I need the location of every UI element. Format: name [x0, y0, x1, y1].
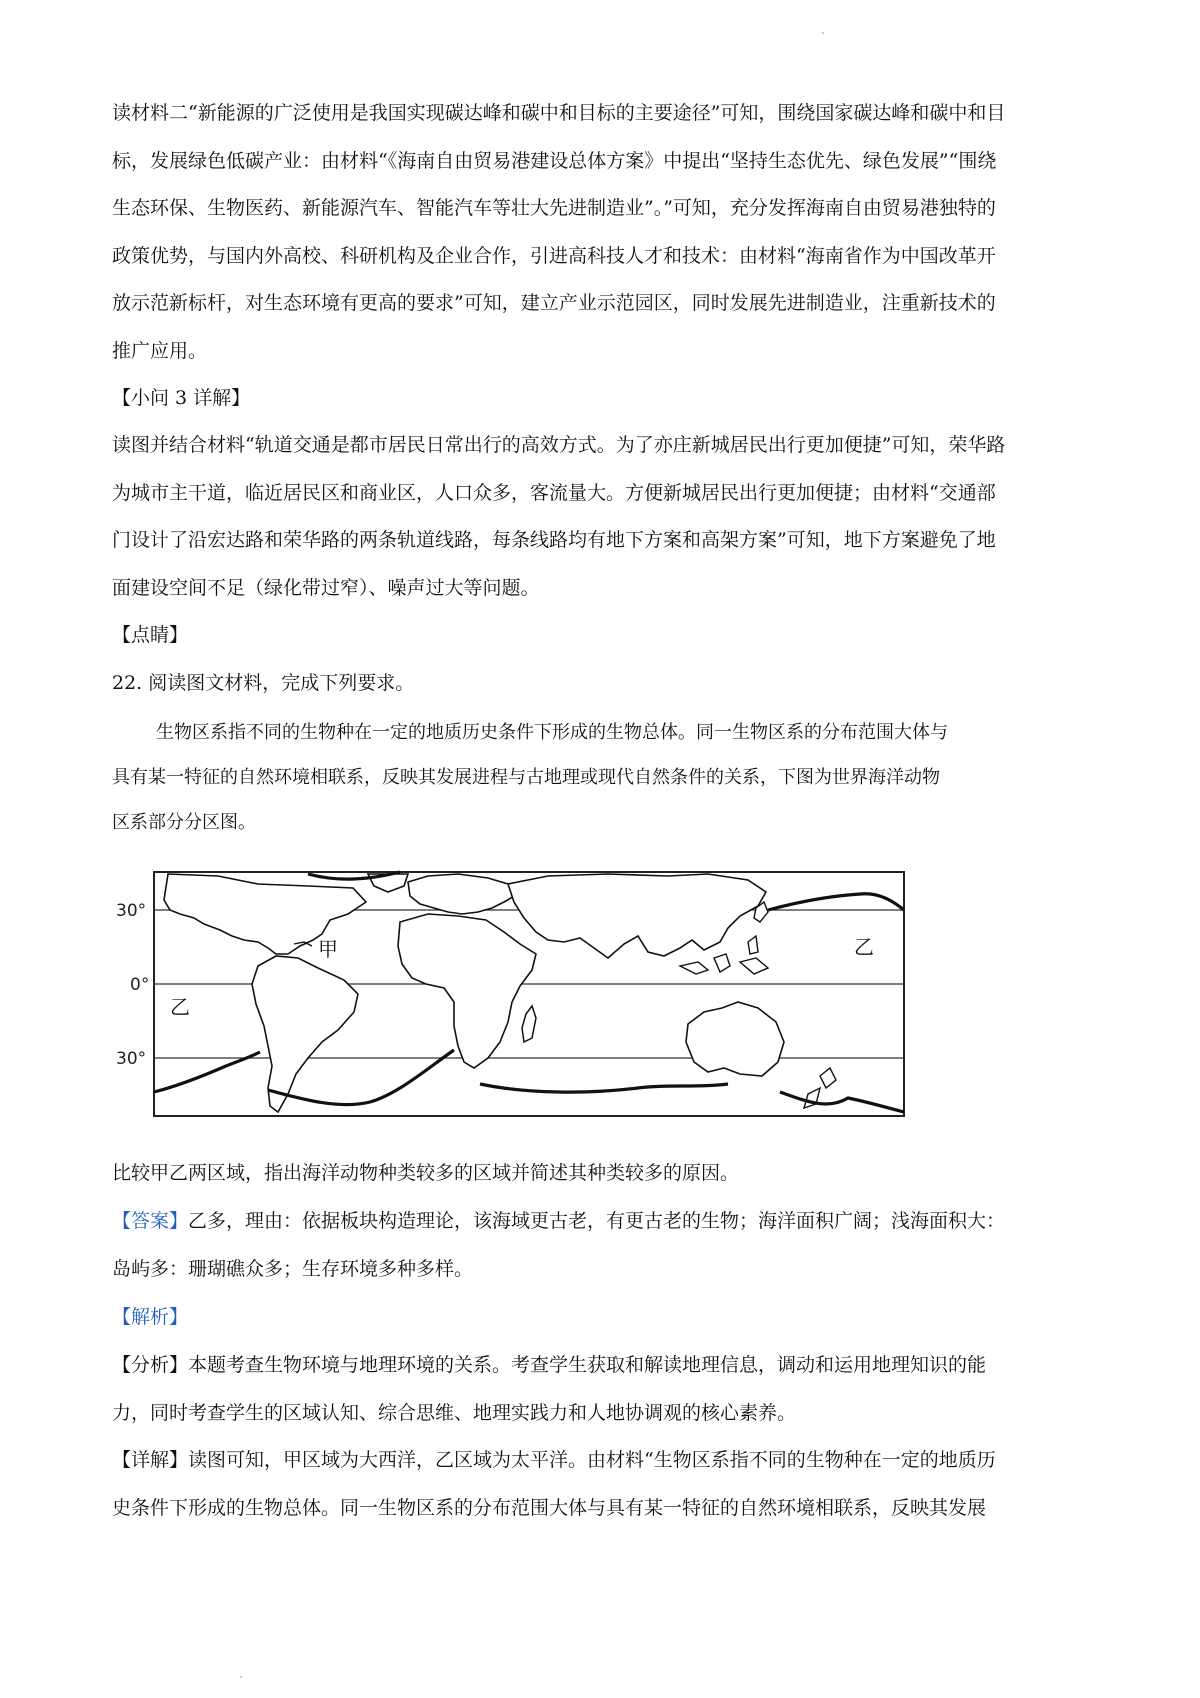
marine-fauna-region-map — [108, 862, 908, 1124]
text-line: 读图并结合材料“轨道交通是都市居民日常出行的高效方式。为了亦庄新城居民出行更加便捷”可知，荣华路 — [112, 434, 1006, 456]
scan-speck — [822, 32, 824, 34]
text-line: 标，发展绿色低碳产业：由材料“《海南自由贸易港建设总体方案》中提出“坚持生态优先、绿色发展”“围绕 — [112, 149, 997, 172]
answer-text-line: 乙多，理由：依据板块构造理论，该海域更古老，有更古老的生物；海洋面积广阔；浅海面积大： — [188, 1210, 1006, 1232]
text-line: 区系部分分区图。 — [112, 812, 256, 833]
text-line: 推广应用。 — [112, 339, 208, 362]
region-label-jia: 甲 — [318, 937, 338, 961]
answer-text-line: 岛屿多：珊瑚礁众多；生存环境多种多样。 — [112, 1257, 474, 1280]
lat-label-30n: 30° — [116, 901, 147, 921]
fenxi-block — [112, 1342, 1102, 1437]
map-svg — [108, 862, 908, 1124]
answer-block — [112, 1198, 1102, 1293]
lat-label-0: 0° — [130, 975, 150, 995]
dianjing-heading: 【点睛】 — [112, 624, 189, 646]
region-label-yi-west: 乙 — [170, 995, 190, 1019]
fenxi-label: 【分析】 — [112, 1354, 189, 1376]
paragraph-material-two-analysis — [112, 90, 1102, 375]
text-line: 为城市主干道，临近居民区和商业区，人口众多，客流量大。方便新城居民出行更加便捷；由材料“交通部 — [112, 481, 996, 504]
xiangjie-label: 【详解】 — [112, 1449, 189, 1471]
xiangjie-block — [112, 1437, 1102, 1532]
lat-label-30s: 30° — [116, 1049, 147, 1069]
text-line: 政策优势，与国内外高校、科研机构及企业合作，引进高科技人才和技术：由材料“海南省作为中国改革开 — [112, 244, 996, 267]
question-22-material — [112, 710, 1102, 845]
region-label-yi-east: 乙 — [854, 935, 874, 959]
question-22-prompt: 比较甲乙两区域，指出海洋动物种类较多的区域并简述其种类较多的原因。 — [112, 1162, 740, 1184]
analysis-label: 【解析】 — [112, 1306, 189, 1328]
xiangjie-text-line: 读图可知，甲区域为大西洋，乙区域为太平洋。由材料“生物区系指不同的生物种在一定的地质历 — [188, 1449, 996, 1471]
text-line: 放示范新标杆，对生态环境有更高的要求”可知，建立产业示范园区，同时发展先进制造业，注重新技术的 — [112, 292, 996, 314]
text-line: 具有某一特征的自然环境相联系，反映其发展进程与古地理或现代自然条件的关系，下图为世界海洋动物 — [112, 767, 940, 788]
fenxi-text-line: 力，同时考查学生的区域认知、综合思维、地理实践力和人地协调观的核心素养。 — [112, 1401, 797, 1424]
fenxi-text-line: 本题考查生物环境与地理环境的关系。考查学生获取和解读地理信息，调动和运用地理知识的能 — [188, 1354, 987, 1376]
text-line: 门设计了沿宏达路和荣华路的两条轨道线路，每条线路均有地下方案和高架方案”可知，地下方案避免了地 — [112, 529, 996, 551]
text-line: 读材料二“新能源的广泛使用是我国实现碳达峰和碳中和目标的主要途径”可知，围绕国家碳达峰和碳中和目 — [112, 102, 1006, 124]
question-22-title: 22. 阅读图文材料，完成下列要求。 — [112, 672, 415, 694]
text-line: 生物区系指不同的生物种在一定的地质历史条件下形成的生物总体。同一生物区系的分布范围大体与 — [156, 722, 948, 743]
text-line: 面建设空间不足（绿化带过窄）、噪声过大等问题。 — [112, 576, 540, 599]
sub-question-3-heading: 【小问 3 详解】 — [112, 387, 251, 409]
scan-speck — [240, 1676, 242, 1678]
answer-label: 【答案】 — [112, 1210, 189, 1232]
text-line: 生态环保、生物医药、新能源汽车、智能汽车等壮大先进制造业”。”可知，充分发挥海南自由贸易港独特的 — [112, 197, 996, 219]
xiangjie-text-line: 史条件下形成的生物总体。同一生物区系的分布范围大体与具有某一特征的自然环境相联系，反映其发展 — [112, 1496, 987, 1519]
paragraph-rail-transit-analysis — [112, 422, 1102, 612]
